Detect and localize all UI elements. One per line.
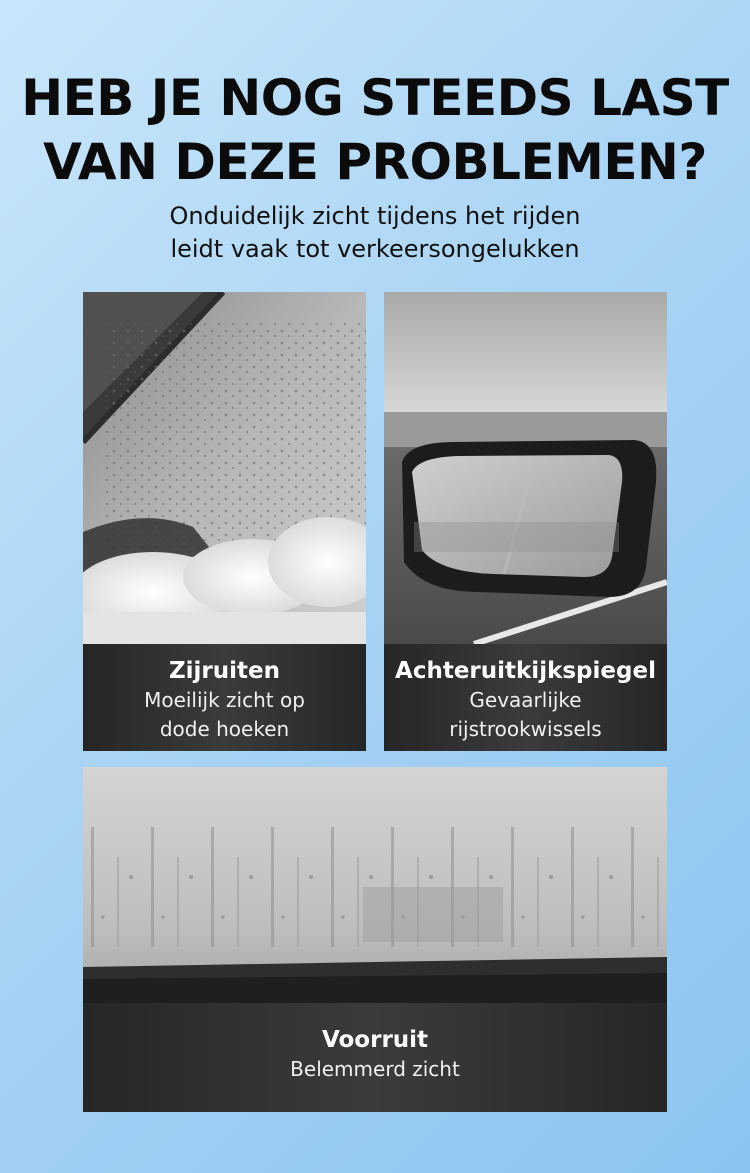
side-windows-desc-line-1: Moeilijk zicht op — [144, 688, 305, 712]
rearview-mirror-caption — [384, 644, 667, 751]
windshield-photo — [83, 767, 667, 1003]
windshield-title: Voorruit — [321, 1027, 429, 1053]
side-windows-caption — [83, 644, 366, 751]
rearview-mirror-title: Achteruitkijkspiegel — [395, 658, 656, 684]
card-windshield — [83, 767, 667, 1112]
card-rearview-mirror — [384, 292, 667, 751]
windshield-desc: Belemmerd zicht — [290, 1057, 460, 1081]
headline — [0, 66, 750, 194]
rearview-mirror-desc-line-2: rijstrookwissels — [449, 717, 602, 741]
side-window-photo — [83, 292, 366, 644]
headline-line-2: VAN DEZE PROBLEMEN? — [43, 133, 707, 191]
card-side-windows — [83, 292, 366, 751]
subheadline-line-1: Onduidelijk zicht tijdens het rijden — [169, 202, 581, 230]
subheadline — [0, 200, 750, 266]
side-windows-desc-line-2: dode hoeken — [159, 717, 290, 741]
windshield-caption — [83, 1003, 667, 1112]
rearview-mirror-desc-line-1: Gevaarlijke — [469, 688, 582, 712]
rearview-mirror-photo — [384, 292, 667, 644]
side-windows-title: Zijruiten — [168, 658, 280, 684]
subheadline-line-2: leidt vaak tot verkeersongelukken — [170, 235, 580, 263]
headline-line-1: HEB JE NOG STEEDS LAST — [21, 69, 729, 127]
